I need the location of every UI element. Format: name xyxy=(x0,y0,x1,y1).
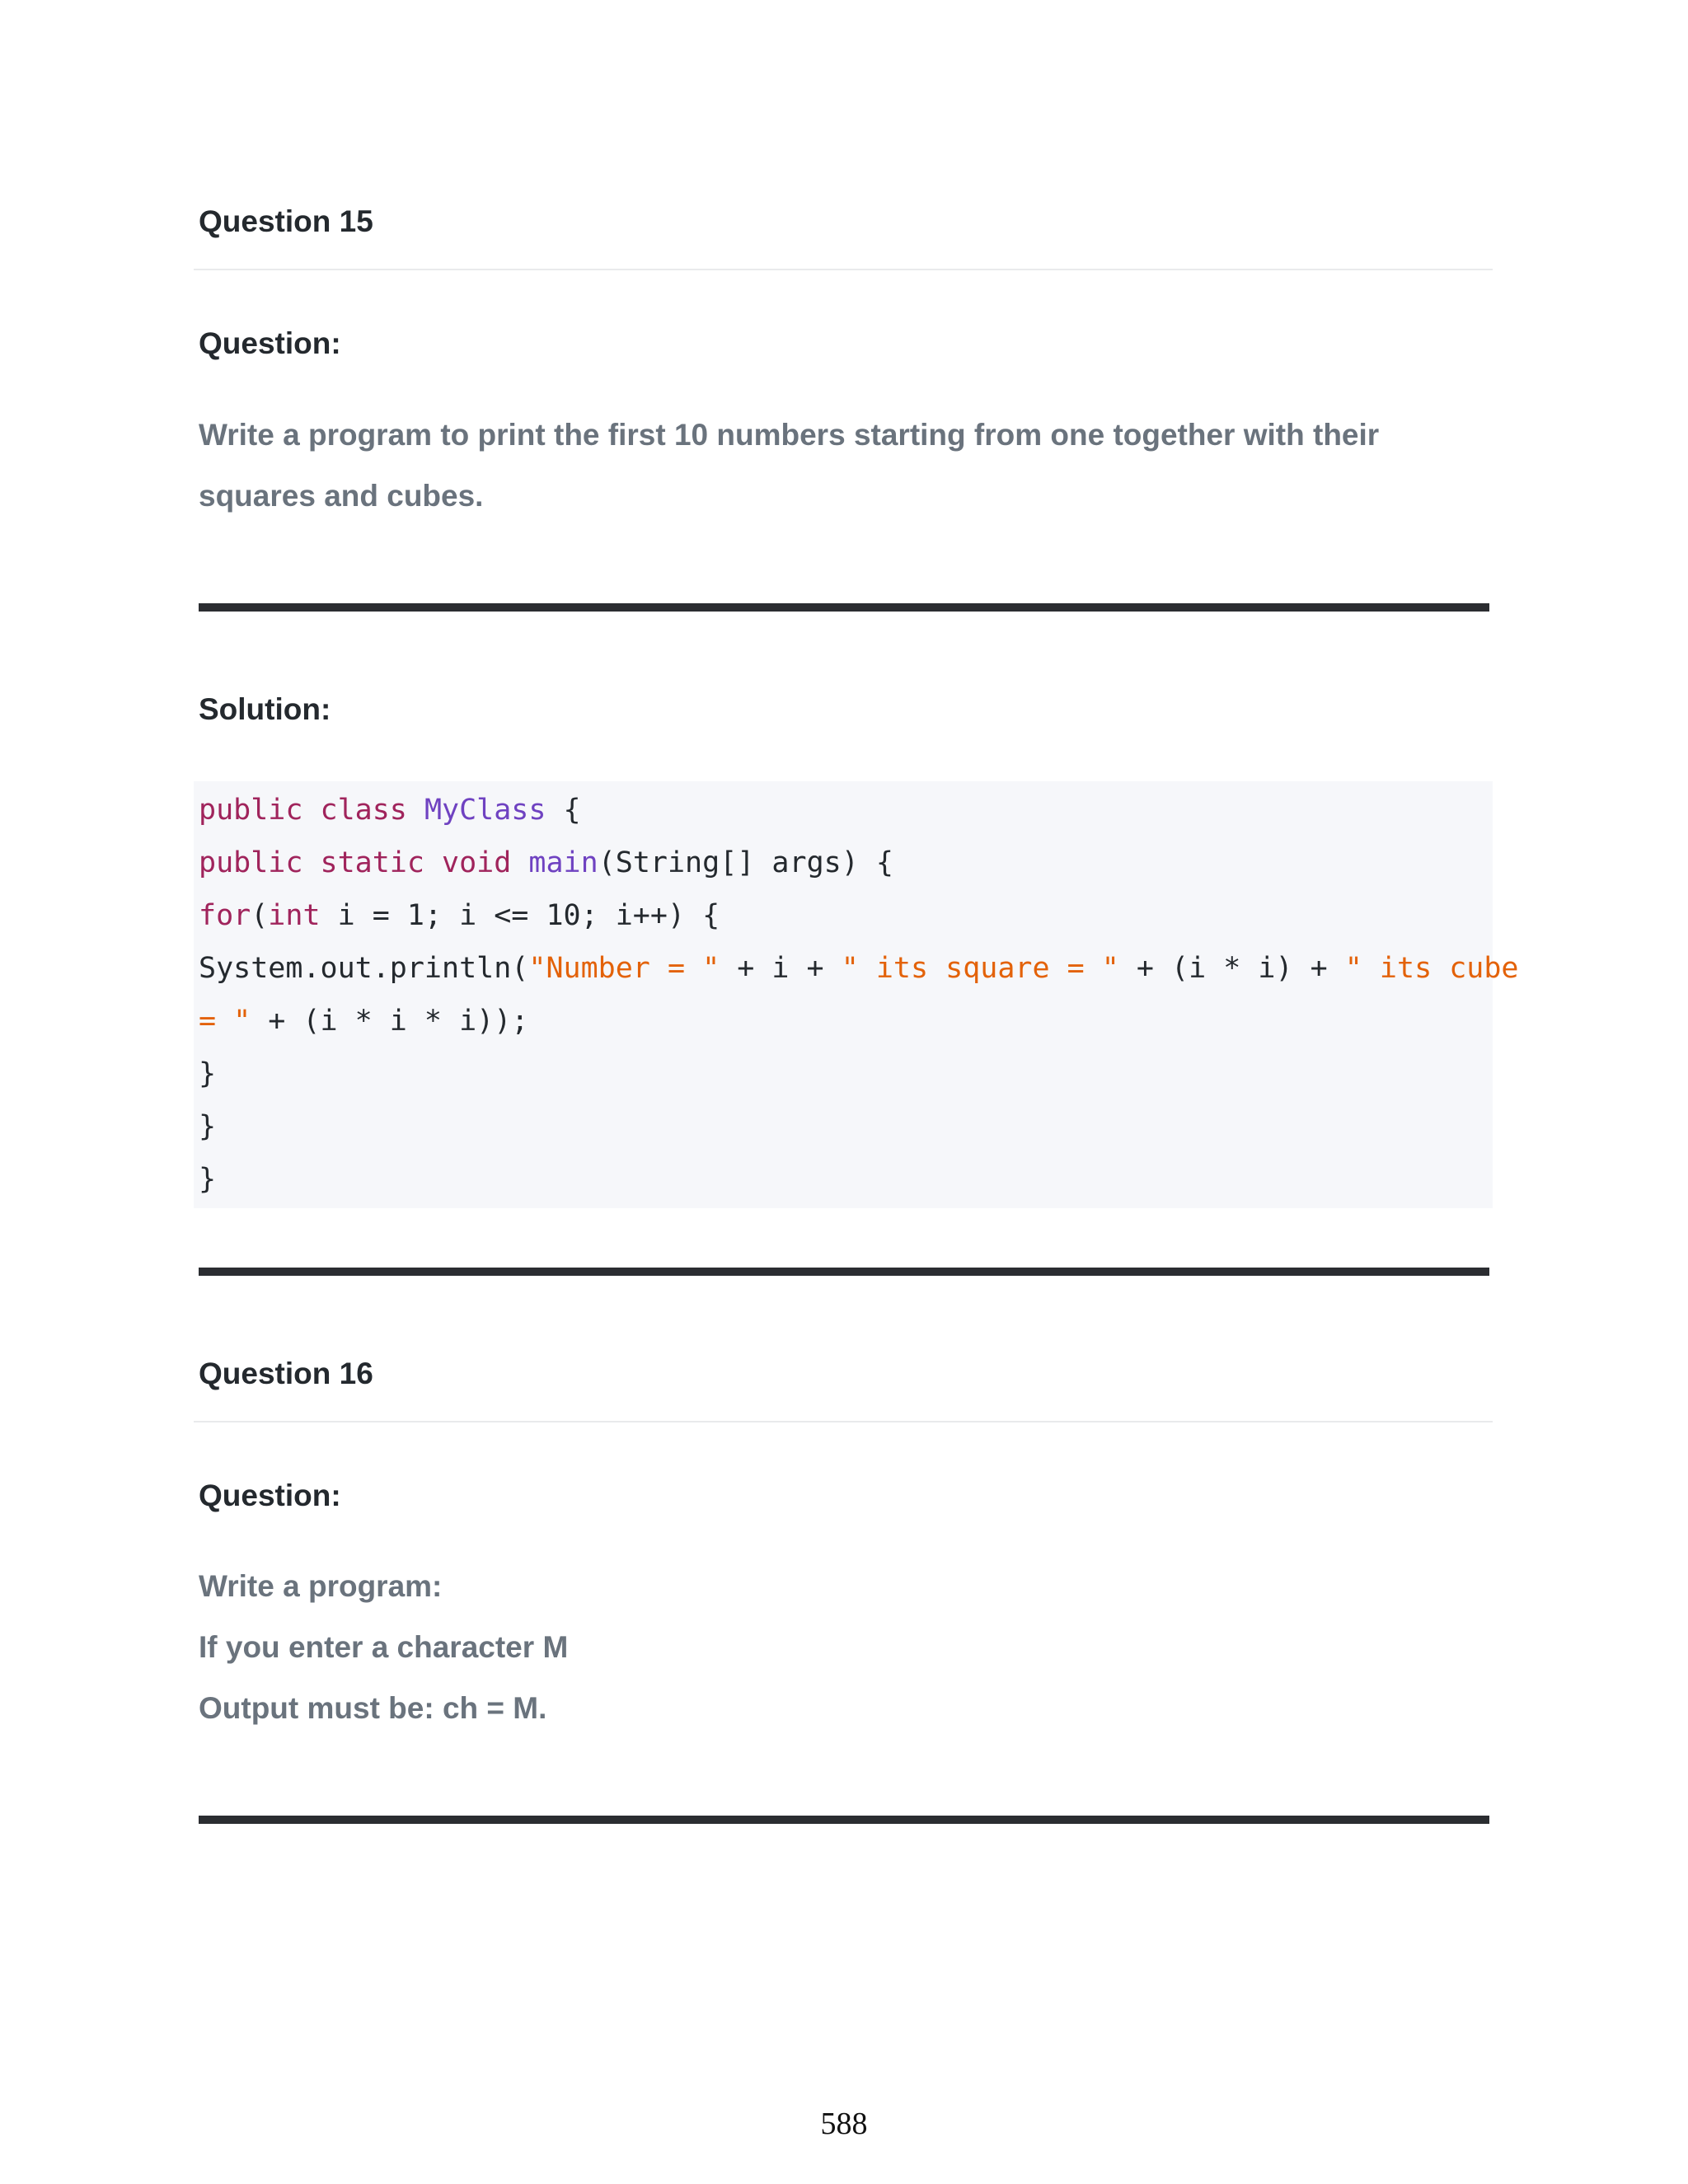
code-string: " its cube xyxy=(1344,952,1519,985)
question-16-line-3: Output must be: ch = M. xyxy=(199,1691,547,1725)
code-function-name: main xyxy=(528,846,598,879)
question-16-title: Question 16 xyxy=(199,1357,373,1390)
question-16-line-1: Write a program: xyxy=(199,1569,443,1603)
code-string: "Number = " xyxy=(528,952,720,985)
code-keyword: for xyxy=(199,899,251,932)
code-text: (String[] args) { xyxy=(598,846,893,879)
code-line-1 xyxy=(199,796,581,825)
section-divider xyxy=(199,1816,1489,1824)
question-16-line-2: If you enter a character M xyxy=(199,1630,569,1664)
section-divider xyxy=(199,603,1489,612)
code-keyword: static xyxy=(320,846,424,879)
code-string: = " xyxy=(199,1005,251,1038)
question-15-text xyxy=(199,405,1484,527)
code-text: System.out.println( xyxy=(199,952,529,985)
question-label: Question: xyxy=(199,1479,341,1512)
title-underline xyxy=(194,1421,1493,1422)
code-keyword: void xyxy=(442,846,512,879)
code-text: i = 1; i <= 10; i++) { xyxy=(320,899,720,932)
question-label: Question: xyxy=(199,326,341,360)
code-keyword: class xyxy=(320,794,407,827)
section-divider xyxy=(199,1268,1489,1276)
code-keyword: public xyxy=(199,794,303,827)
title-underline xyxy=(194,269,1493,270)
code-class-name: MyClass xyxy=(424,794,546,827)
question-15-line-2: squares and cubes. xyxy=(199,479,484,513)
code-keyword: public xyxy=(199,846,303,879)
code-text: + i + xyxy=(720,952,842,985)
code-text: { xyxy=(546,794,581,827)
code-line-4 xyxy=(199,954,1519,983)
code-line-6: } xyxy=(199,1057,217,1090)
code-line-2 xyxy=(199,846,893,879)
code-line-5 xyxy=(199,1007,528,1036)
code-line-3 xyxy=(199,899,720,932)
code-string: " its square = " xyxy=(841,952,1119,985)
question-15-title: Question 15 xyxy=(199,204,373,238)
question-15-line-1: Write a program to print the first 10 numbers starting from one together with their xyxy=(199,418,1380,452)
code-text: + (i * i) + xyxy=(1118,952,1345,985)
code-text: + (i * i * i)); xyxy=(251,1005,529,1038)
code-line-8: } xyxy=(199,1163,217,1196)
code-line-7: } xyxy=(199,1110,217,1143)
code-block xyxy=(194,781,1519,1208)
question-16-text xyxy=(199,1556,1484,1739)
page-number: 588 xyxy=(820,2107,868,2141)
solution-label: Solution: xyxy=(199,692,331,726)
code-keyword: int xyxy=(268,899,321,932)
code-text: ( xyxy=(251,899,269,932)
